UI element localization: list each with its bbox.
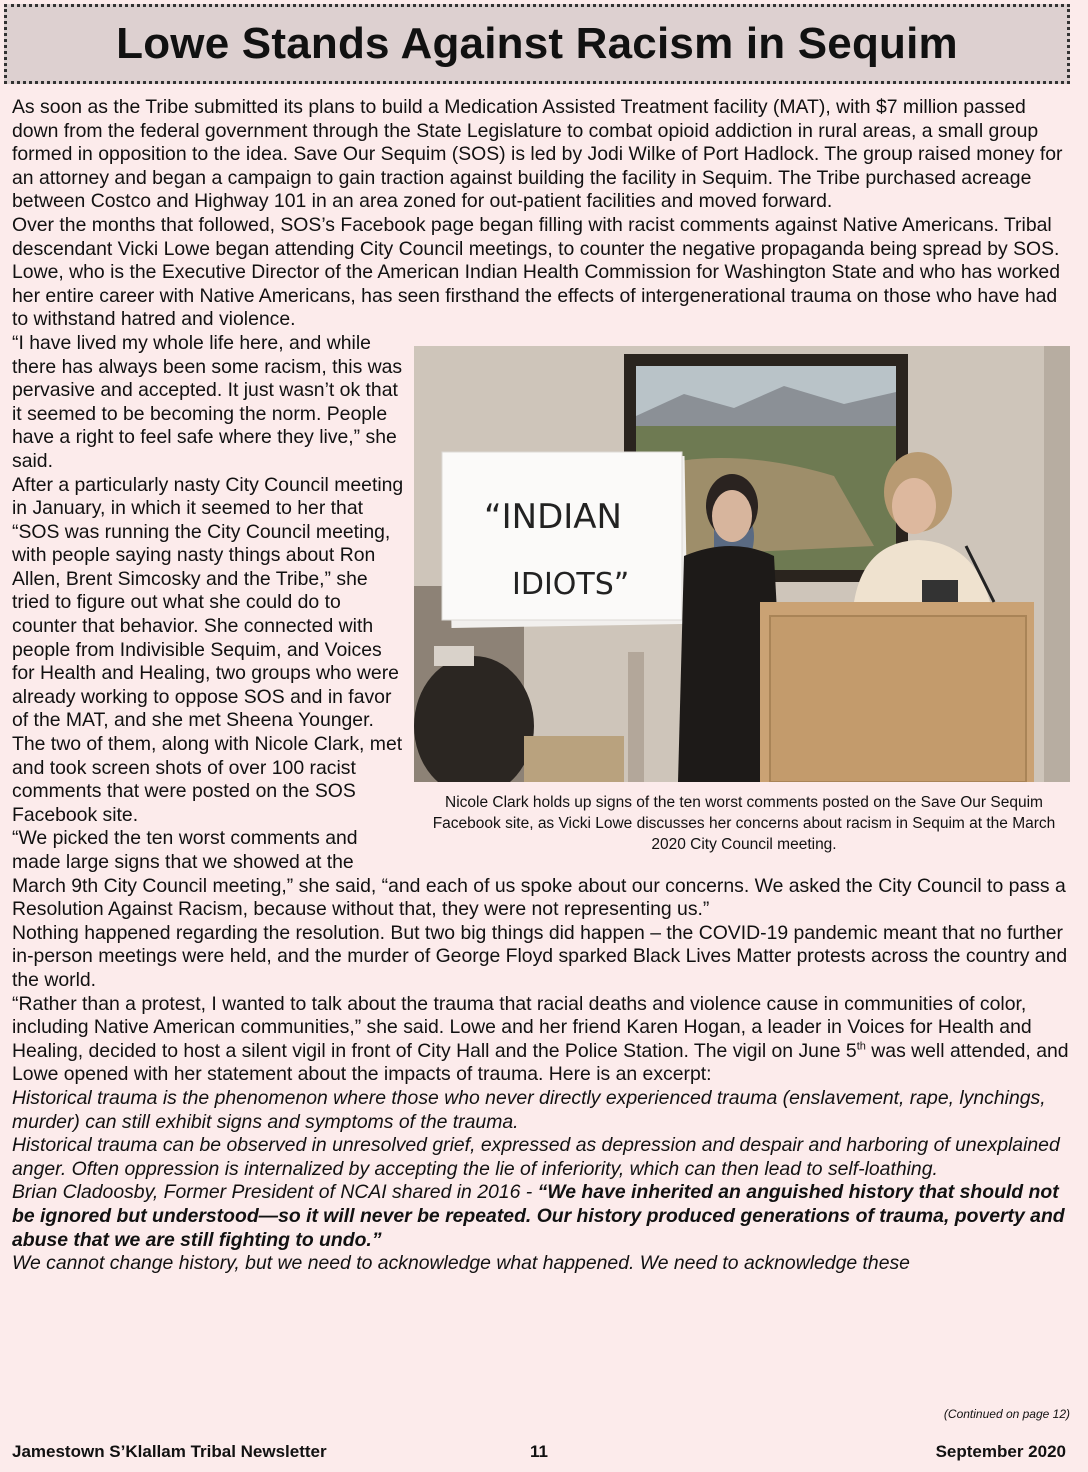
footer-page-number: 11 xyxy=(530,1442,548,1461)
paragraph-7 xyxy=(12,993,1074,1087)
paragraph-10-quote xyxy=(12,1181,1074,1252)
paragraph-5: “We picked the ten worst comments and made large signs that we showed at the March 9th City Council meeting,” she said, “and each of us spoke about our concerns. We asked the City Council to pass a Resolution Against Racism, because without that, they were not representing us.” xyxy=(12,827,1066,921)
paragraph-4: After a particularly nasty City Council meeting in January, in which it seemed to her that “SOS was running the City Council meeting, with people saying nasty things about Ron Allen, Brent Simcosky and the Tribe,” she tried to figure out what she could do to counter that behavior. She connected with people from Indivisible Sequim, and Voices for Health and Healing, two groups who were already working to oppose SOS and in favor of the MAT, and she met Sheena Younger. The two of them, along with Nicole Clark, met and took screen shots of over 100 racist comments that were posted on the SOS Facebook site. xyxy=(12,473,404,826)
paragraph-8-quote: Historical trauma is the phenomenon where those who never directly experienced trauma (enslavement, rape, lynchings, murder) can still exhibit signs and symptoms of the trauma. xyxy=(12,1086,1046,1133)
paragraph-6: Nothing happened regarding the resolution. But two big things did happen – the COVID-19 pandemic meant that no further in-person meetings were held, and the murder of George Floyd sparked Black Lives Matter protests across the country and the world. xyxy=(12,921,1068,991)
paragraph-1: As soon as the Tribe submitted its plans to build a Medication Assisted Treatment facility (MAT), with $7 million passed down from the federal government through the State Legislature to combat opioid addiction in rural areas, a small group formed in opposition to the idea. Save Our Sequim (SOS) is led by Jodi Wilke of Port Hadlock. The group raised money for an attorney and began a campaign to gain traction against building the facility in Sequim. The Tribe purchased acreage between Costco and Highway 101 in an area zoned for out-patient facilities and moved forward. xyxy=(12,96,1063,213)
meeting-photo xyxy=(414,346,1070,782)
paragraph-7-text-b: was well attended, and Lowe opened with her statement about the impacts of trauma. Here is an excerpt: xyxy=(12,1039,1069,1086)
sign-text-line-2: IDIOTS” xyxy=(512,566,630,602)
photo-caption: Nicole Clark holds up signs of the ten worst comments posted on the Save Our Sequim Facebook site, as Vicki Lowe discusses her concerns about racism in Sequim at the March 2020 City Council meeting. xyxy=(432,793,1056,853)
page-footer xyxy=(12,1442,1066,1462)
sign-text-line-1: “INDIAN xyxy=(484,496,622,537)
paragraph-3: “I have lived my whole life here, and while there has always been some racism, this was pervasive and accepted. It just wasn’t ok that it seemed to be becoming the norm. People have a right to feel safe where they live,” she said. xyxy=(12,331,403,472)
title-banner xyxy=(4,4,1070,84)
paragraph-7-text-a: “Rather than a protest, I wanted to talk about the trauma that racial deaths and violence cause in communities of color, including Native American communities,” she said. Lowe and her friend Karen Hogan, a leader in Voices for Health and Healing, decided to host a silent vigil in front of City Hall and the Police Station. The vigil on June 5 xyxy=(12,992,1032,1062)
photo-figure xyxy=(414,346,1074,855)
paragraph-10-bold-quote: “We have inherited an anguished history that should not be ignored but understood—so it will never be repeated. Our history produced generations of trauma, poverty and abuse that we are still fighting to undo.” xyxy=(12,1181,1065,1251)
paragraph-2: Over the months that followed, SOS’s Facebook page began filling with racist comments against Native Americans. Tribal descendant Vicki Lowe began attending City Council meetings, to counter the negative propaganda being spread by SOS. Lowe, who is the Executive Director of the American Indian Health Commission for Washington State and who has worked her entire career with Native Americans, has seen firsthand the effects of intergenerational trauma on those who have had to withstand hatred and violence. xyxy=(12,213,1060,331)
paragraph-11-quote: We cannot change history, but we need to acknowledge what happened. We need to acknowledge these xyxy=(12,1252,910,1275)
article-body xyxy=(12,96,1074,1276)
paragraph-10-attribution: Brian Cladoosby, Former President of NCAI shared in 2016 - xyxy=(12,1181,538,1204)
footer-publication: Jamestown S’Klallam Tribal Newsletter xyxy=(12,1442,327,1461)
continued-note: (Continued on page 12) xyxy=(943,1407,1070,1421)
footer-date: September 2020 xyxy=(935,1442,1066,1461)
meeting-photo-illustration xyxy=(414,346,1070,782)
ordinal-suffix: th xyxy=(856,1040,866,1053)
paragraph-9-quote: Historical trauma can be observed in unresolved grief, expressed as depression and despair and harboring of unexplained anger. Often oppression is internalized by accepting the lie of inferiority, which can then lead to self-loathing. xyxy=(12,1134,1060,1180)
article-title: Lowe Stands Against Racism in Sequim xyxy=(116,19,958,68)
